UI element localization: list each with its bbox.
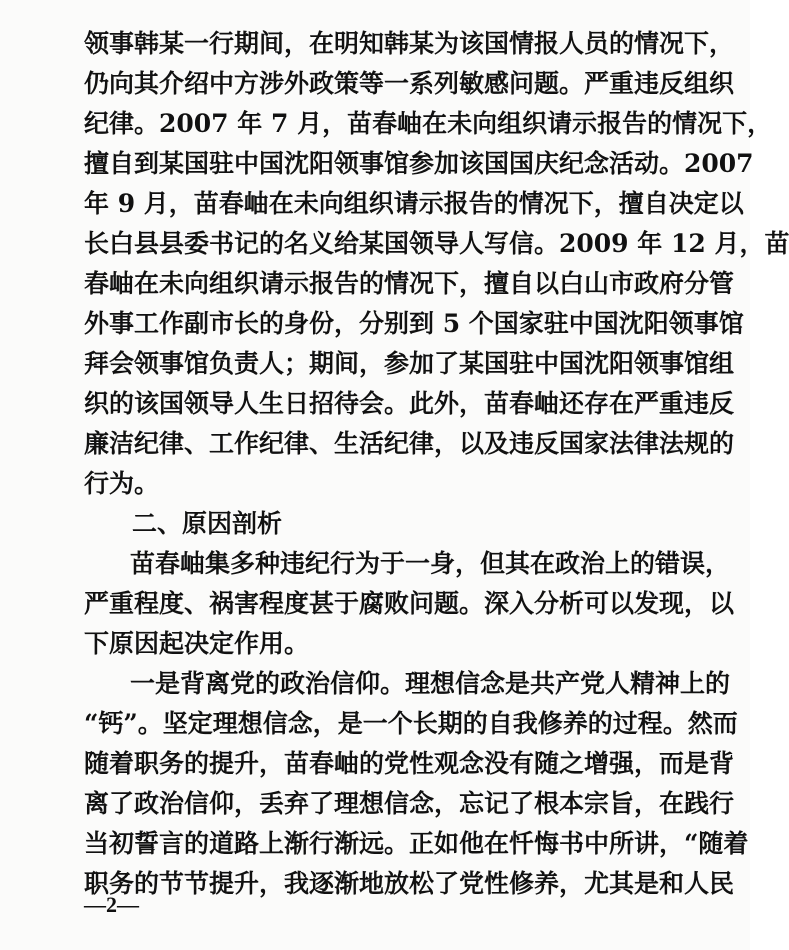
body-text-line: 苗春岫集多种违纪行为于一身，但其在政治上的错误，: [130, 549, 731, 578]
page-number: —2—: [84, 892, 139, 917]
body-text-line: 行为。: [84, 469, 160, 498]
body-text-line: “钙”。坚定理想信念，是一个长期的自我修养的过程。然而: [84, 709, 738, 738]
body-text-line: 严重程度、祸害程度甚于腐败问题。深入分析可以发现，以: [84, 589, 735, 618]
body-text-line: 一是背离党的政治信仰。理想信念是共产党人精神上的: [130, 669, 731, 698]
body-text-line: 年 9 月，苗春岫在未向组织请示报告的情况下，擅自决定以: [84, 189, 744, 218]
body-text-line: 离了政治信仰，丢弃了理想信念，忘记了根本宗旨，在践行: [84, 789, 735, 818]
body-text-line: 当初誓言的道路上渐行渐远。正如他在忏悔书中所讲，“随着: [84, 829, 749, 858]
body-text-line: 随着职务的提升，苗春岫的党性观念没有随之增强，而是背: [84, 749, 735, 778]
body-text-line: 廉洁纪律、工作纪律、生活纪律，以及违反国家法律法规的: [84, 429, 735, 458]
body-text-line: 职务的节节提升，我逐渐地放松了党性修养，尤其是和人民: [84, 869, 735, 898]
body-text-line: 拜会领事馆负责人；期间，参加了某国驻中国沈阳领事馆组: [84, 349, 735, 378]
body-text-line: 织的该国领导人生日招待会。此外，苗春岫还存在严重违反: [84, 389, 735, 418]
body-text-line: 长白县县委书记的名义给某国领导人写信。2009 年 12 月，苗: [84, 229, 789, 258]
body-text-line: 下原因起决定作用。: [84, 629, 310, 658]
section-heading: 二、原因剖析: [132, 509, 283, 538]
body-text-line: 外事工作副市长的身份，分别到 5 个国家驻中国沈阳领事馆: [84, 309, 744, 338]
body-text-line: 纪律。2007 年 7 月，苗春岫在未向组织请示报告的情况下，: [84, 109, 773, 138]
body-text-line: 领事韩某一行期间，在明知韩某为该国情报人员的情况下，: [84, 29, 735, 58]
body-text-line: 仍向其介绍中方涉外政策等一系列敏感问题。严重违反组织: [84, 69, 735, 98]
body-text-line: 擅自到某国驻中国沈阳领事馆参加该国国庆纪念活动。2007: [84, 149, 754, 178]
body-text-line: 春岫在未向组织请示报告的情况下，擅自以白山市政府分管: [84, 269, 735, 298]
